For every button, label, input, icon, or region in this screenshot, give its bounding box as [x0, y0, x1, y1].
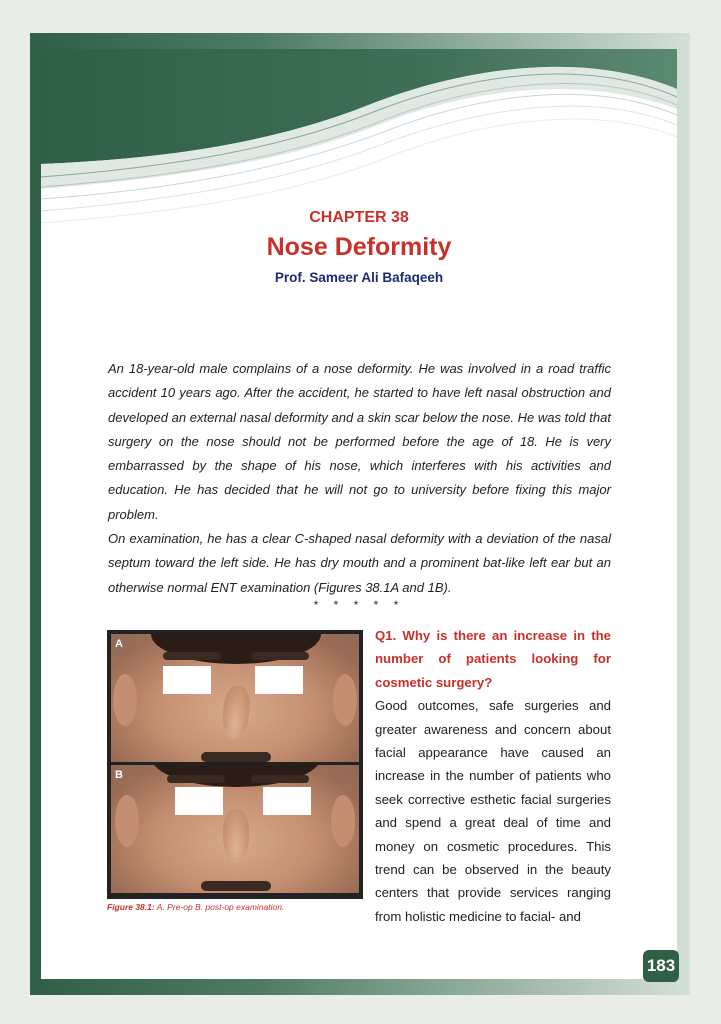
left-ear-shape: [115, 795, 139, 847]
eye-mask: [255, 666, 303, 694]
photo-label-b: B: [115, 769, 123, 781]
page: [41, 49, 677, 979]
photo-label-a: A: [115, 638, 123, 650]
left-ear-shape: [113, 674, 137, 726]
photo-post-op: [111, 765, 359, 893]
question-heading: Q1. Why is there an increase in the number of patients looking for cosmetic surgery?: [375, 628, 611, 690]
right-ear-shape: [331, 795, 355, 847]
brow-shape: [167, 775, 225, 783]
case-paragraph: An 18-year-old male complains of a nose deformity. He was involved in a road traffic accident 10 years ago. After the accident, he started to have left nasal obstruction and developed an external nasal deformity and a skin scar below the nose. He was told that surgery on the nose should not be performed before the age of 18. He is very embarrassed by the shape of his nose, which interferes with his activities and education. He has decided that he will not go to university before fixing this major problem.: [108, 361, 611, 522]
caption-text: A. Pre-op B. post-op examination.: [154, 902, 285, 912]
brow-shape: [251, 652, 309, 660]
page-number: 183: [643, 950, 679, 982]
brow-shape: [251, 775, 309, 783]
figure-caption: [107, 902, 284, 912]
eye-mask: [163, 666, 211, 694]
photo-pre-op: [111, 634, 359, 762]
chapter-title: Nose Deformity: [266, 233, 452, 261]
chapter-number: CHAPTER 38: [309, 209, 409, 226]
nose-shape: [220, 685, 252, 741]
figure-38-1: [107, 630, 363, 899]
section-separator: * * * * *: [313, 598, 405, 612]
right-ear-shape: [333, 674, 357, 726]
mustache-shape: [201, 752, 271, 762]
case-paragraph: On examination, he has a clear C-shaped nasal deformity with a deviation of the nasal septum toward the left side. He has dry mouth and a prominent bat-like left ear but an otherwise normal ENT examination (Figures 38.1A and 1B).: [108, 531, 611, 595]
nose-shape: [223, 809, 249, 863]
author-name: Prof. Sameer Ali Bafaqeeh: [274, 270, 444, 285]
caption-label: Figure 38.1:: [107, 902, 155, 912]
answer-text: Good outcomes, safe surgeries and greater awareness and concern about facial appearance have caused an increase in the number of patients who seek corrective esthetic facial surgeries and spend a great deal of time and money on cosmetic procedures. This trend can be observed in the beauty centers that provide services ranging from holistic medicine to facial- and: [375, 698, 611, 924]
eye-mask: [263, 787, 311, 815]
eye-mask: [175, 787, 223, 815]
question-section: [375, 624, 611, 928]
mustache-shape: [201, 881, 271, 891]
case-description: [108, 357, 611, 600]
brow-shape: [163, 652, 221, 660]
